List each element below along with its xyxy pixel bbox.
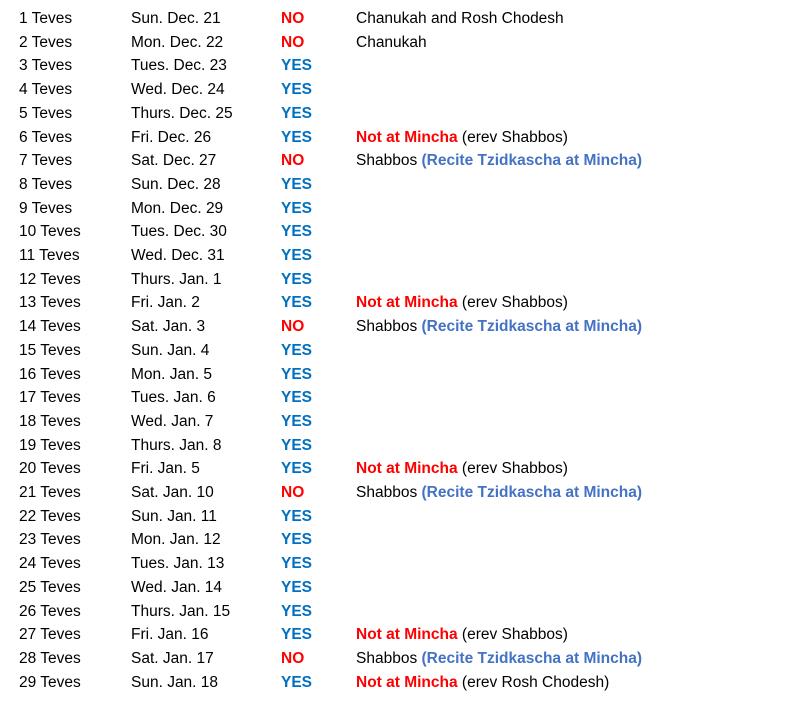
civil-date-cell: Sat. Jan. 10	[131, 484, 214, 501]
civil-date-cell: Fri. Jan. 16	[131, 626, 209, 644]
note-cell	[356, 457, 568, 481]
civil-date-cell: Fri. Dec. 26	[131, 128, 212, 146]
table-row	[0, 31, 785, 55]
table-row	[0, 528, 785, 552]
note-cell	[356, 481, 642, 505]
status-cell: YES	[281, 81, 313, 99]
table-row	[0, 54, 785, 78]
table-row	[0, 339, 785, 363]
status-cell: YES	[281, 578, 313, 596]
hebrew-date-cell: 23 Teves	[19, 531, 81, 549]
civil-date-cell: Sun. Dec. 28	[131, 175, 221, 193]
note-warning-text: Not at Mincha	[356, 626, 458, 644]
hebrew-date-cell: 18 Teves	[19, 412, 81, 430]
status-cell: NO	[281, 10, 305, 27]
note-instruction-text: (Recite Tzidkascha at Mincha)	[421, 318, 643, 336]
civil-date-cell: Sat. Dec. 27	[131, 152, 217, 170]
note-suffix-text: (erev Shabbos)	[457, 460, 568, 478]
civil-date-cell: Mon. Jan. 12	[131, 531, 221, 549]
civil-date-cell: Sun. Dec. 21	[131, 10, 221, 27]
civil-date-cell: Thurs. Jan. 8	[131, 436, 222, 454]
civil-date-cell: Tues. Jan. 13	[131, 555, 225, 573]
hebrew-date-cell: 4 Teves	[19, 81, 73, 99]
table-row	[0, 197, 785, 221]
hebrew-date-cell: 12 Teves	[19, 270, 81, 288]
hebrew-date-cell: 5 Teves	[19, 104, 73, 122]
hebrew-date-cell: 2 Teves	[19, 33, 73, 51]
note-warning-text: Not at Mincha	[356, 128, 458, 146]
note-warning-text: Not at Mincha	[356, 673, 458, 691]
status-cell: YES	[281, 223, 313, 241]
status-cell: YES	[281, 365, 313, 383]
hebrew-date-cell: 8 Teves	[19, 175, 73, 193]
note-warning-text: Not at Mincha	[356, 294, 458, 312]
status-cell: YES	[281, 626, 313, 644]
civil-date-cell: Sat. Jan. 3	[131, 318, 206, 336]
note-cell	[356, 31, 427, 55]
note-text: Shabbos	[356, 649, 422, 667]
note-cell	[356, 647, 642, 671]
hebrew-date-cell: 27 Teves	[19, 626, 81, 644]
hebrew-date-cell: 13 Teves	[19, 294, 81, 312]
table-row	[0, 481, 785, 505]
table-row	[0, 126, 785, 150]
note-instruction-text: (Recite Tzidkascha at Mincha)	[421, 152, 643, 170]
civil-date-cell: Tues. Dec. 30	[131, 223, 227, 241]
hebrew-date-cell: 17 Teves	[19, 389, 81, 407]
status-cell: YES	[281, 602, 313, 620]
note-instruction-text: (Recite Tzidkascha at Mincha)	[421, 649, 643, 667]
status-cell: NO	[281, 318, 305, 336]
table-row	[0, 671, 785, 695]
table-row	[0, 505, 785, 529]
civil-date-cell: Sun. Jan. 18	[131, 673, 219, 691]
note-cell	[356, 126, 568, 150]
status-cell: YES	[281, 673, 313, 691]
table-row	[0, 102, 785, 126]
status-cell: YES	[281, 294, 313, 312]
hebrew-date-cell: 15 Teves	[19, 341, 81, 359]
table-row	[0, 434, 785, 458]
hebrew-date-cell: 28 Teves	[19, 649, 81, 667]
status-cell: YES	[281, 531, 313, 549]
table-row	[0, 623, 785, 647]
note-cell	[356, 671, 609, 695]
hebrew-date-cell: 10 Teves	[19, 223, 81, 241]
civil-date-cell: Fri. Jan. 5	[131, 460, 200, 478]
civil-date-cell: Sun. Jan. 11	[131, 507, 217, 525]
status-cell: YES	[281, 436, 313, 454]
note-suffix-text: (erev Shabbos)	[457, 294, 568, 312]
hebrew-date-cell: 16 Teves	[19, 365, 81, 383]
note-cell	[356, 623, 568, 647]
status-cell: YES	[281, 555, 313, 573]
note-cell	[356, 7, 564, 31]
table-row	[0, 7, 785, 31]
status-cell: NO	[281, 649, 305, 667]
note-cell	[356, 315, 642, 339]
hebrew-date-cell: 22 Teves	[19, 507, 81, 525]
status-cell: YES	[281, 175, 313, 193]
note-suffix-text: (erev Shabbos)	[457, 626, 568, 644]
table-row	[0, 315, 785, 339]
civil-date-cell: Mon. Dec. 22	[131, 33, 224, 51]
hebrew-date-cell: 24 Teves	[19, 555, 81, 573]
civil-date-cell: Fri. Jan. 2	[131, 294, 200, 312]
note-warning-text: Not at Mincha	[356, 460, 458, 478]
hebrew-date-cell: 7 Teves	[19, 152, 73, 170]
note-text: Chanukah and Rosh Chodesh	[356, 10, 564, 27]
table-row	[0, 552, 785, 576]
table-row	[0, 386, 785, 410]
table-row	[0, 410, 785, 434]
status-cell: YES	[281, 270, 313, 288]
table-row	[0, 78, 785, 102]
hebrew-date-cell: 19 Teves	[19, 436, 81, 454]
hebrew-date-cell: 3 Teves	[19, 57, 73, 75]
hebrew-date-cell: 1 Teves	[19, 10, 73, 27]
status-cell: YES	[281, 247, 313, 264]
note-suffix-text: (erev Rosh Chodesh)	[457, 673, 610, 691]
civil-date-cell: Sat. Jan. 17	[131, 649, 214, 667]
table-row	[0, 268, 785, 292]
note-text: Shabbos	[356, 318, 422, 336]
table-row	[0, 244, 785, 268]
table-row	[0, 576, 785, 600]
hebrew-date-cell: 6 Teves	[19, 128, 73, 146]
status-cell: YES	[281, 199, 313, 217]
status-cell: NO	[281, 33, 305, 51]
hebrew-date-cell: 25 Teves	[19, 578, 81, 596]
table-row	[0, 363, 785, 387]
table-row	[0, 600, 785, 624]
note-text: Shabbos	[356, 152, 422, 170]
civil-date-cell: Wed. Jan. 7	[131, 412, 214, 430]
hebrew-date-cell: 21 Teves	[19, 484, 81, 501]
status-cell: NO	[281, 484, 305, 501]
status-cell: YES	[281, 104, 313, 122]
civil-date-cell: Wed. Dec. 24	[131, 81, 225, 99]
hebrew-date-cell: 20 Teves	[19, 460, 81, 478]
table-row	[0, 647, 785, 671]
table-row	[0, 457, 785, 481]
civil-date-cell: Tues. Jan. 6	[131, 389, 216, 407]
civil-date-cell: Wed. Dec. 31	[131, 247, 225, 264]
status-cell: YES	[281, 341, 313, 359]
table-row	[0, 291, 785, 315]
civil-date-cell: Thurs. Jan. 15	[131, 602, 231, 620]
note-cell	[356, 291, 568, 315]
civil-date-cell: Tues. Dec. 23	[131, 57, 227, 75]
status-cell: YES	[281, 460, 313, 478]
note-text: Shabbos	[356, 484, 422, 501]
status-cell: YES	[281, 507, 313, 525]
status-cell: YES	[281, 412, 313, 430]
hebrew-date-cell: 29 Teves	[19, 673, 81, 691]
note-cell	[356, 149, 642, 173]
note-instruction-text: (Recite Tzidkascha at Mincha)	[421, 484, 643, 501]
civil-date-cell: Sun. Jan. 4	[131, 341, 210, 359]
status-cell: YES	[281, 128, 313, 146]
civil-date-cell: Thurs. Jan. 1	[131, 270, 222, 288]
hebrew-date-cell: 11 Teves	[19, 247, 80, 264]
status-cell: YES	[281, 57, 313, 75]
hebrew-date-cell: 14 Teves	[19, 318, 81, 336]
status-cell: YES	[281, 389, 313, 407]
hebrew-date-cell: 9 Teves	[19, 199, 73, 217]
civil-date-cell: Mon. Dec. 29	[131, 199, 224, 217]
civil-date-cell: Thurs. Dec. 25	[131, 104, 233, 122]
civil-date-cell: Wed. Jan. 14	[131, 578, 223, 596]
table-row	[0, 149, 785, 173]
note-text: Chanukah	[356, 33, 427, 51]
hebrew-date-cell: 26 Teves	[19, 602, 81, 620]
status-cell: NO	[281, 152, 305, 170]
table-row	[0, 173, 785, 197]
table-row	[0, 220, 785, 244]
note-suffix-text: (erev Shabbos)	[457, 128, 568, 146]
civil-date-cell: Mon. Jan. 5	[131, 365, 212, 383]
